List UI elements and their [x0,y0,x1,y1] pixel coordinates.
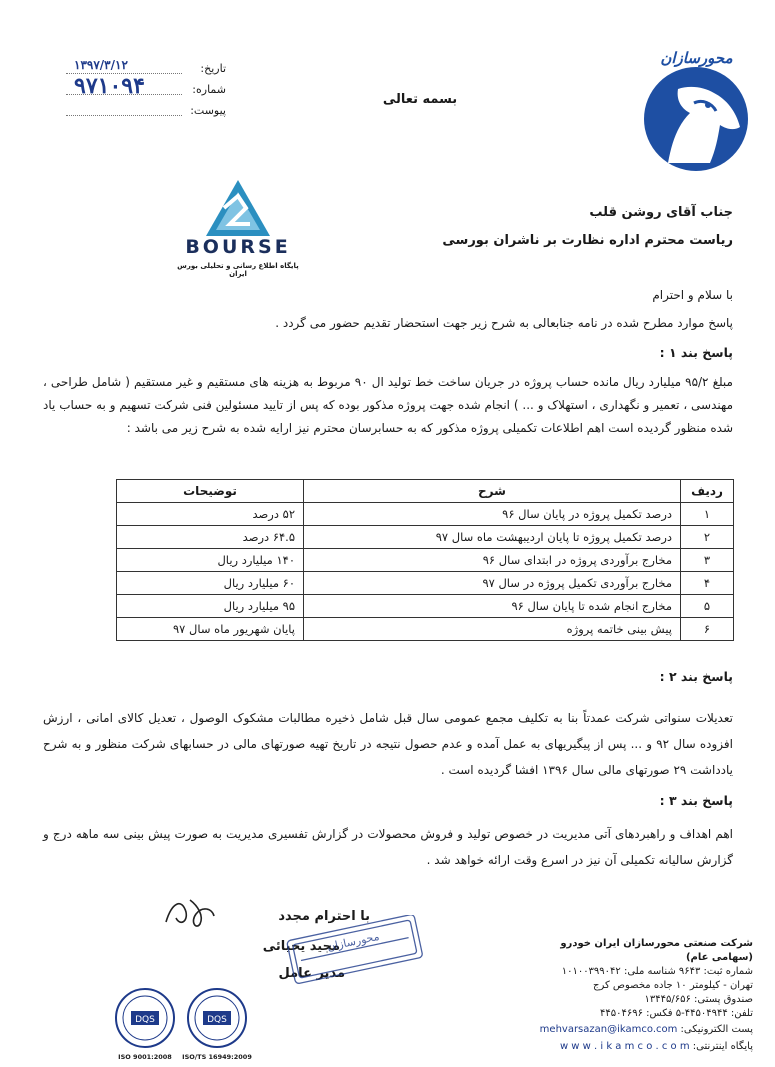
bourse24-logo [168,178,308,278]
svg-text:DQS: DQS [207,1015,227,1025]
date-value: ۱۳۹۷/۳/۱۲ [74,58,128,72]
bourse-tagline: پایگاه اطلاع رسانی و تحلیلی بورس ایران [177,262,299,278]
company-stamp [270,915,440,985]
company-reg: شماره ثبت: ۹۶۴۳ شناسه ملی: ۱۰۱۰۰۳۹۹۰۴۲ [561,966,753,977]
table-row [117,572,734,595]
intro-text: پاسخ موارد مطرح شده در نامه جنابعالی به شرح زیر جهت استحضار تقدیم حضور می گردد . [275,316,733,330]
section-1-heading: پاسخ بند ۱ : [659,345,733,360]
row-number: ۳ [681,549,734,572]
table-row [117,503,734,526]
addressee-title: ریاست محترم اداره نظارت بر ناشران بورسی [442,233,733,248]
attachment-label: پیوست: [190,104,226,117]
col-header-row-no: ردیف [681,480,734,503]
row-description: پیش بینی خاتمه پروژه [304,618,681,641]
row-notes: ۶۰ میلیارد ریال [117,572,304,595]
table-row [117,526,734,549]
iso9001-badge [114,987,185,1061]
svg-text:DQS: DQS [135,1015,155,1025]
number-label: شماره: [192,83,226,96]
iso9001-label: ISO 9001:2008 [118,1053,172,1061]
email-link[interactable]: mehvarsazan@ikamco.com [539,1024,678,1035]
logo-wordmark: محورسازان [660,49,733,67]
row-description: مخارج برآوردی تکمیل پروژه در سال ۹۷ [304,572,681,595]
iso16949-badge [182,987,257,1061]
section-3-heading: پاسخ بند ۳ : [659,793,733,808]
footer-web [560,1041,753,1052]
company-info [523,937,753,1021]
svg-text:محورسازان: محورسازان [325,929,381,954]
row-notes: ۹۵ میلیارد ریال [117,595,304,618]
row-number: ۵ [681,595,734,618]
bismillah: بسمه تعالی [382,92,458,107]
row-number: ۴ [681,572,734,595]
iso16949-label: ISO/TS 16949:2009 [182,1053,252,1061]
attachment-field [66,104,226,122]
table-row [117,618,734,641]
addressee-name: جناب آقای روشن قلب [589,205,733,220]
row-description: درصد تکمیل پروژه در پایان سال ۹۶ [304,503,681,526]
company-name: شرکت صنعتی محورسازان ایران خودرو (سهامی عام) [560,938,753,963]
row-notes: ۵۲ درصد [117,503,304,526]
company-address: تهران - کیلومتر ۱۰ جاده مخصوص کرج [592,980,753,991]
date-label: تاریخ: [200,62,226,75]
row-notes: پایان شهریور ماه سال ۹۷ [117,618,304,641]
company-phone: تلفن: ۴۴۵۰۴۹۴۴-۵ فکس: ۴۴۵۰۴۶۹۶ [599,1008,753,1019]
section-2-heading: پاسخ بند ۲ : [659,669,733,684]
bourse-triangle-icon [168,178,308,238]
closing: با احترام مجدد [278,909,370,924]
row-number: ۶ [681,618,734,641]
web-link[interactable]: w w w . i k a m c o . c o m [559,1041,690,1052]
certification-seal-icon [114,987,176,1049]
row-description: مخارج برآوردی پروژه در ابتدای سال ۹۶ [304,549,681,572]
company-pobox: صندوق پستی: ۱۳۴۴۵/۶۵۶ [644,994,753,1005]
row-notes: ۱۴۰ میلیارد ریال [117,549,304,572]
certification-seal-icon [186,987,248,1049]
table-header-row [117,480,734,503]
footer-email [540,1024,753,1035]
table-row [117,595,734,618]
signer-name: مجید یحیائی [262,939,340,954]
project-table [116,479,734,641]
row-number: ۲ [681,526,734,549]
greeting: با سلام و احترام [652,288,733,302]
col-header-notes: توضیحات [117,480,304,503]
signer-role: مدیر عامل [278,966,345,981]
row-description: درصد تکمیل پروژه تا پایان اردیبهشت ماه سال ۹۷ [304,526,681,549]
row-notes: ۶۴.۵ درصد [117,526,304,549]
web-label: پایگاه اینترنتی: [692,1041,753,1052]
handwritten-signature [160,892,220,932]
bourse-word: BOURSE [185,236,291,258]
table-row [117,549,734,572]
number-value: ۹۷۱۰۹۴ [74,73,145,99]
row-number: ۱ [681,503,734,526]
section-2-body: تعدیلات سنواتی شرکت عمدتاً بنا به تکلیف مجمع عمومی سال قبل شامل ذخیره مطالبات مشکوک الوصول ، تعدیل کالای امانی ، ارزش افزوده سال ۹۲ و ... پس از پیگیریهای به عمل آمده و عدم حصول نتیجه در تاریخ تهیه صورتهای مالی در حسابهای شرکت منظور و به شرح یادداشت ۲۹ صورتهای مالی سال ۱۳۹۶ افشا گردیده است . [43,711,733,777]
section-1-body: مبلغ ۹۵/۲ میلیارد ریال مانده حساب پروژه در جریان ساخت خط تولید ال ۹۰ مربوط به هزینه های مستقیم و غیر مستقیم ( شامل طراحی ، مهندسی ، تعمیر و نگهداری ، استهلاک و ... ) انجام شده جهت پروژه مذکور بوده که پس از تایید مسئولین فنی شرکت تسهیم و به حساب یاد شده منظور گردیده است اهم اطلاعات تکمیلی پروژه مذکور که به حسابرسان محترم نیز ارایه شده به شرح زیر می باشد : [43,375,733,435]
number-field [66,73,226,101]
email-label: پست الکترونیکی: [680,1024,753,1035]
company-logo [638,45,755,175]
row-description: مخارج انجام شده تا پایان سال ۹۶ [304,595,681,618]
col-header-description: شرح [304,480,681,503]
section-3-body: اهم اهداف و راهبردهای آتی مدیریت در خصوص تولید و فروش محصولات در گزارش تفسیری مدیریت به صورت پیش بینی سه ماهه درج و گزارش سالیانه تکمیلی آن نیز در اسرع وقت ارائه خواهد شد . [43,827,733,867]
attachment-line [66,115,182,116]
